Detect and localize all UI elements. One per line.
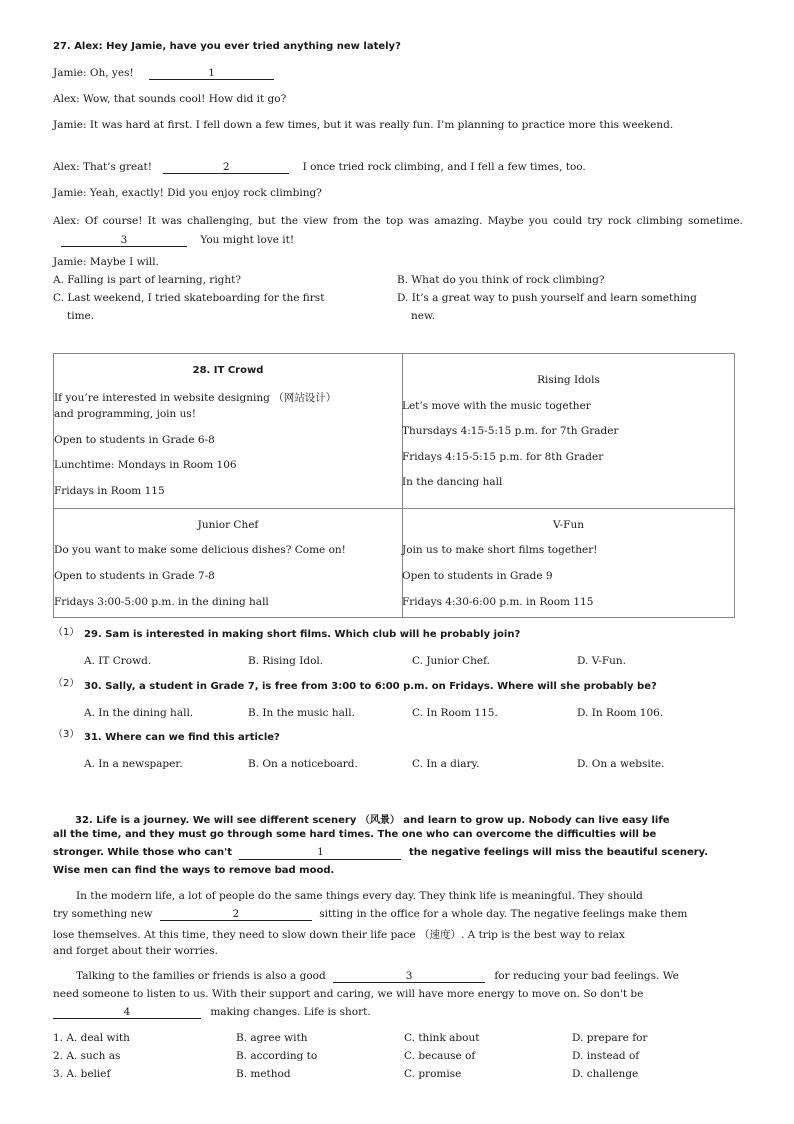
sub-question-2-option-b[interactable]: B. In the music hall. xyxy=(248,707,355,719)
q32-p1-line-3 xyxy=(53,847,708,860)
q27-alex-line-1: Alex: Wow, that sounds cool! How did it go? xyxy=(53,93,287,105)
rising-idols-line-3: Fridays 4:15-5:15 p.m. for 8th Grader xyxy=(402,451,604,463)
q27-alex-text-3: Alex: Of course! It was challenging, but the view from the top was amazing. Maybe you could try rock climbing sometime. xyxy=(53,215,743,227)
q27-option-c: C. Last weekend, I tried skateboarding for the first xyxy=(53,292,325,304)
v-fun-line-1: Join us to make short films together! xyxy=(402,544,598,556)
q27-alex-text-3b: You might love it! xyxy=(200,234,295,246)
q32-p2-text-2a: try something new xyxy=(53,908,153,920)
sub-question-2-number: （2） xyxy=(53,678,80,689)
q27-alex-line-3 xyxy=(53,212,743,250)
sub-question-3-option-c[interactable]: C. In a diary. xyxy=(412,758,480,770)
q32-p3-line-1 xyxy=(76,970,679,983)
q27-option-c-cont: time. xyxy=(67,310,95,322)
rising-idols-line-1: Let’s move with the music together xyxy=(402,400,591,412)
it-crowd-title: 28. IT Crowd xyxy=(192,365,264,376)
sub-question-2-option-a[interactable]: A. In the dining hall. xyxy=(84,707,194,719)
sub-question-3-option-d[interactable]: D. On a website. xyxy=(577,758,665,770)
q32-opt-3-d[interactable]: D. challenge xyxy=(572,1068,639,1080)
it-crowd-line-1: If you’re interested in website designing （网站设计） xyxy=(54,392,337,404)
sub-question-3-text: 31. Where can we find this article? xyxy=(84,732,280,743)
sub-question-1-option-d[interactable]: D. V-Fun. xyxy=(577,655,627,667)
q32-p2-text-2b: sitting in the office for a whole day. The negative feelings make them xyxy=(319,908,688,920)
q27-jamie-line-3: Jamie: Yeah, exactly! Did you enjoy rock climbing? xyxy=(53,187,322,199)
q32-blank-1[interactable]: 1 xyxy=(239,847,401,860)
it-crowd-line-5: Fridays in Room 115 xyxy=(54,485,165,497)
q32-opt-1-c[interactable]: C. think about xyxy=(404,1032,480,1044)
sub-question-1-option-b[interactable]: B. Rising Idol. xyxy=(248,655,324,667)
sub-question-1-option-a[interactable]: A. IT Crowd. xyxy=(84,655,152,667)
q32-opt-3-a[interactable]: 3. A. belief xyxy=(53,1068,111,1080)
q32-p1-line-1: 32. Life is a journey. We will see different scenery （风景） and learn to grow up. Nobody can live easy life xyxy=(75,815,670,826)
sub-question-1-option-c[interactable]: C. Junior Chef. xyxy=(412,655,490,667)
q32-p2-line-1: In the modern life, a lot of people do the same things every day. They think life is meaningful. They should xyxy=(76,890,643,902)
rising-idols-title: Rising Idols xyxy=(537,374,600,386)
q32-p2-line-2 xyxy=(53,908,687,921)
q32-blank-3[interactable]: 3 xyxy=(333,970,485,983)
q32-opt-1-a[interactable]: 1. A. deal with xyxy=(53,1032,130,1044)
sub-question-3-option-a[interactable]: A. In a newspaper. xyxy=(84,758,183,770)
q32-p3-text-1a: Talking to the families or friends is also a good xyxy=(76,970,326,982)
q32-opt-1-d[interactable]: D. prepare for xyxy=(572,1032,648,1044)
q32-blank-2[interactable]: 2 xyxy=(160,908,312,921)
q27-blank-2[interactable]: 2 xyxy=(163,161,289,174)
q27-option-d-cont: new. xyxy=(411,310,436,322)
q32-opt-2-a[interactable]: 2. A. such as xyxy=(53,1050,121,1062)
q27-jamie-line-4: Jamie: Maybe I will. xyxy=(53,256,159,268)
q32-p3-text-1b: for reducing your bad feelings. We xyxy=(494,970,679,982)
sub-question-2-option-d[interactable]: D. In Room 106. xyxy=(577,707,664,719)
q27-alex-text-2a: Alex: That’s great! xyxy=(53,161,152,173)
rising-idols-line-4: In the dancing hall xyxy=(402,476,503,488)
q27-option-a: A. Falling is part of learning, right? xyxy=(53,274,242,286)
q32-opt-3-c[interactable]: C. promise xyxy=(404,1068,462,1080)
q27-blank-3[interactable]: 3 xyxy=(61,234,187,247)
sub-question-1-text: 29. Sam is interested in making short films. Which club will he probably join? xyxy=(84,629,521,640)
q32-p3-line-3 xyxy=(53,1006,371,1019)
q27-alex-text-2b: I once tried rock climbing, and I fell a few times, too. xyxy=(302,161,586,173)
q32-p2-line-3: lose themselves. At this time, they need to slow down their life pace （速度）. A trip is the best way to relax xyxy=(53,929,625,941)
it-crowd-line-2: and programming, join us! xyxy=(54,408,196,420)
junior-chef-line-3: Fridays 3:00-5:00 p.m. in the dining hall xyxy=(54,596,269,608)
q27-jamie-text-1: Jamie: Oh, yes! xyxy=(53,67,134,79)
q32-p1-line-2: all the time, and they must go through some hard times. The one who can overcome the difficulties will be xyxy=(53,829,657,840)
sub-question-1-number: （1） xyxy=(53,627,80,638)
q27-option-b: B. What do you think of rock climbing? xyxy=(397,274,605,286)
q32-p3-line-2: need someone to listen to us. With their support and caring, we will have more energy to move on. So don't be xyxy=(53,988,644,1000)
q32-p1-line-4: Wise men can find the ways to remove bad mood. xyxy=(53,865,335,876)
v-fun-line-3: Fridays 4:30-6:00 p.m. in Room 115 xyxy=(402,596,594,608)
q32-opt-2-d[interactable]: D. instead of xyxy=(572,1050,640,1062)
it-crowd-line-3: Open to students in Grade 6-8 xyxy=(54,434,215,446)
sub-question-2-text: 30. Sally, a student in Grade 7, is free from 3:00 to 6:00 p.m. on Fridays. Where will she probably be? xyxy=(84,681,657,692)
q32-p2-line-4: and forget about their worries. xyxy=(53,945,218,957)
q32-opt-2-b[interactable]: B. according to xyxy=(236,1050,318,1062)
junior-chef-line-2: Open to students in Grade 7-8 xyxy=(54,570,215,582)
sub-question-3-option-b[interactable]: B. On a noticeboard. xyxy=(248,758,358,770)
q32-opt-2-c[interactable]: C. because of xyxy=(404,1050,476,1062)
it-crowd-line-4: Lunchtime: Mondays in Room 106 xyxy=(54,459,237,471)
v-fun-title: V-Fun xyxy=(553,519,584,531)
q27-option-d: D. It’s a great way to push yourself and learn something xyxy=(397,292,697,304)
q27-jamie-line-2: Jamie: It was hard at first. I fell down a few times, but it was really fun. I’m planning to practice more this weekend. xyxy=(53,119,674,131)
rising-idols-line-2: Thursdays 4:15-5:15 p.m. for 7th Grader xyxy=(402,425,619,437)
table-divider-horizontal xyxy=(54,508,734,509)
club-table xyxy=(53,353,735,618)
sub-question-3-number: （3） xyxy=(53,729,80,740)
q27-jamie-line-1 xyxy=(53,67,274,80)
sub-question-2-option-c[interactable]: C. In Room 115. xyxy=(412,707,498,719)
junior-chef-title: Junior Chef xyxy=(197,519,259,531)
q32-blank-4[interactable]: 4 xyxy=(53,1006,201,1019)
junior-chef-line-1: Do you want to make some delicious dishes? Come on! xyxy=(54,544,346,556)
q32-p1-text-3a: stronger. While those who can't xyxy=(53,847,232,858)
q32-p1-text-3b: the negative feelings will miss the beautiful scenery. xyxy=(408,847,709,858)
v-fun-line-2: Open to students in Grade 9 xyxy=(402,570,553,582)
q32-opt-1-b[interactable]: B. agree with xyxy=(236,1032,308,1044)
q27-title: 27. Alex: Hey Jamie, have you ever tried anything new lately? xyxy=(53,41,401,52)
q32-opt-3-b[interactable]: B. method xyxy=(236,1068,291,1080)
q32-p3-text-3: making changes. Life is short. xyxy=(210,1006,371,1018)
q27-blank-1[interactable]: 1 xyxy=(149,67,274,80)
q27-alex-line-2 xyxy=(53,161,586,174)
